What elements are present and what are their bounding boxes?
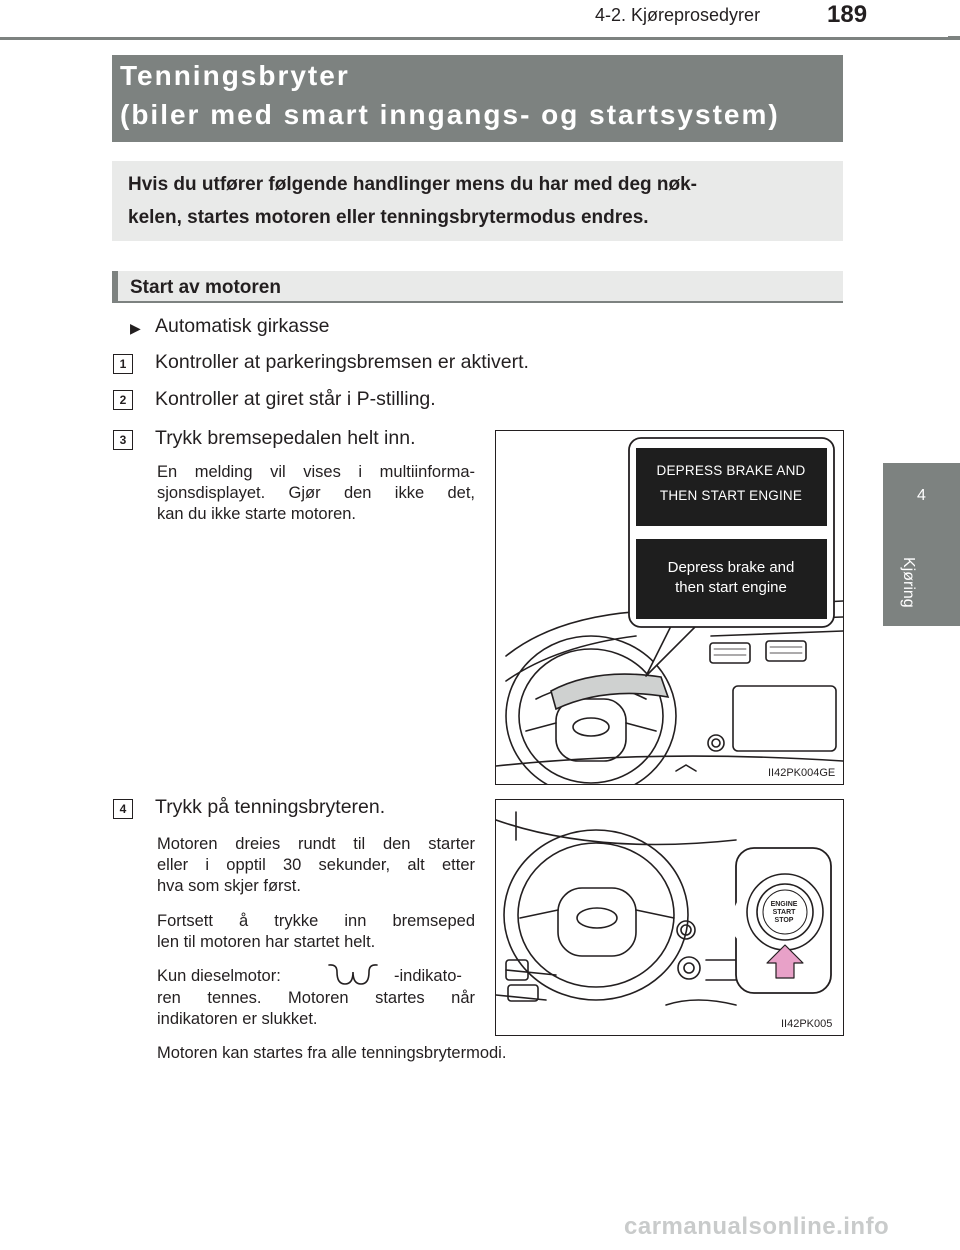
chapter-label: Kjøring [900,557,917,608]
display-message-lower-2: then start engine [636,579,826,596]
chapter-number: 4 [917,487,926,504]
button-label: ENGINE [770,901,798,908]
step-text: Kontroller at parkeringsbremsen er aktivert. [155,351,529,373]
step-note-line: Kun dieselmotor: [157,967,281,985]
page-title-line1: Tenningsbryter [120,60,350,91]
display-message-upper-2: THEN START ENGINE [636,488,826,503]
page-number: 189 [827,1,868,28]
engine-start-stop-button [764,901,804,925]
step-number: 4 [113,799,133,819]
display-message-lower-1: Depress brake and [636,559,826,576]
button-label: START [772,909,796,916]
step-note-line: indikatoren er slukket. [157,1010,318,1028]
step-note-line: kan du ikke starte motoren. [157,505,357,523]
figure-code: II42PK004GE [768,767,836,779]
step-note-line: sjonsdisplayet. Gjør den ikke det, [157,484,475,502]
step-number: 1 [113,354,133,374]
intro-box [112,161,843,241]
intro-line1: Hvis du utfører følgende handlinger mens du har med deg nøk- [128,174,697,195]
step-text: Trykk på tenningsbryteren. [155,796,386,818]
section-header-bar [112,271,118,303]
bullet-text: Automatisk girkasse [155,315,330,337]
margin-mark [948,36,960,37]
step-text: Trykk bremsepedalen helt inn. [155,427,416,449]
display-message-upper-1: DEPRESS BRAKE AND [636,463,826,478]
section-heading: Start av motoren [130,277,281,298]
step-note-line: eller i opptil 30 sekunder, alt etter [157,856,475,874]
page-title-line2: (biler med smart inngangs- og startsystem) [120,99,780,130]
button-label: STOP [774,917,794,924]
figure-dashboard-message [495,430,844,785]
step-note-line: Motoren dreies rundt til den starter [157,835,475,853]
step-note-line: En melding vil vises i multiinforma- [157,463,475,481]
margin-mark [948,623,960,624]
glow-plug-indicator-icon [325,962,381,988]
step-number: 2 [113,390,133,410]
footer-watermark: carmanualsonline.info [624,1213,890,1240]
step-number: 3 [113,430,133,450]
step-note-line: -indikato- [394,967,462,985]
dashboard-illustration [496,431,843,784]
bullet-triangle-icon: ▶ [130,320,141,336]
step-note-line: Fortsett å trykke inn bremseped [157,912,475,930]
header-rule [0,37,960,40]
chapter-label-wrap [900,551,943,621]
step-note-line: len til motoren har startet helt. [157,933,376,951]
figure-code: II42PK005 [781,1018,833,1030]
step-note-line: ren tennes. Motoren startes når [157,989,475,1007]
step-note-line: Motoren kan startes fra alle tenningsbrytermodi. [157,1044,507,1062]
step-text: Kontroller at giret står i P-stilling. [155,388,436,410]
intro-line2: kelen, startes motoren eller tenningsbrytermodus endres. [128,207,649,228]
step-note-line: hva som skjer først. [157,877,301,895]
running-header-section: 4-2. Kjøreprosedyrer [595,5,761,25]
